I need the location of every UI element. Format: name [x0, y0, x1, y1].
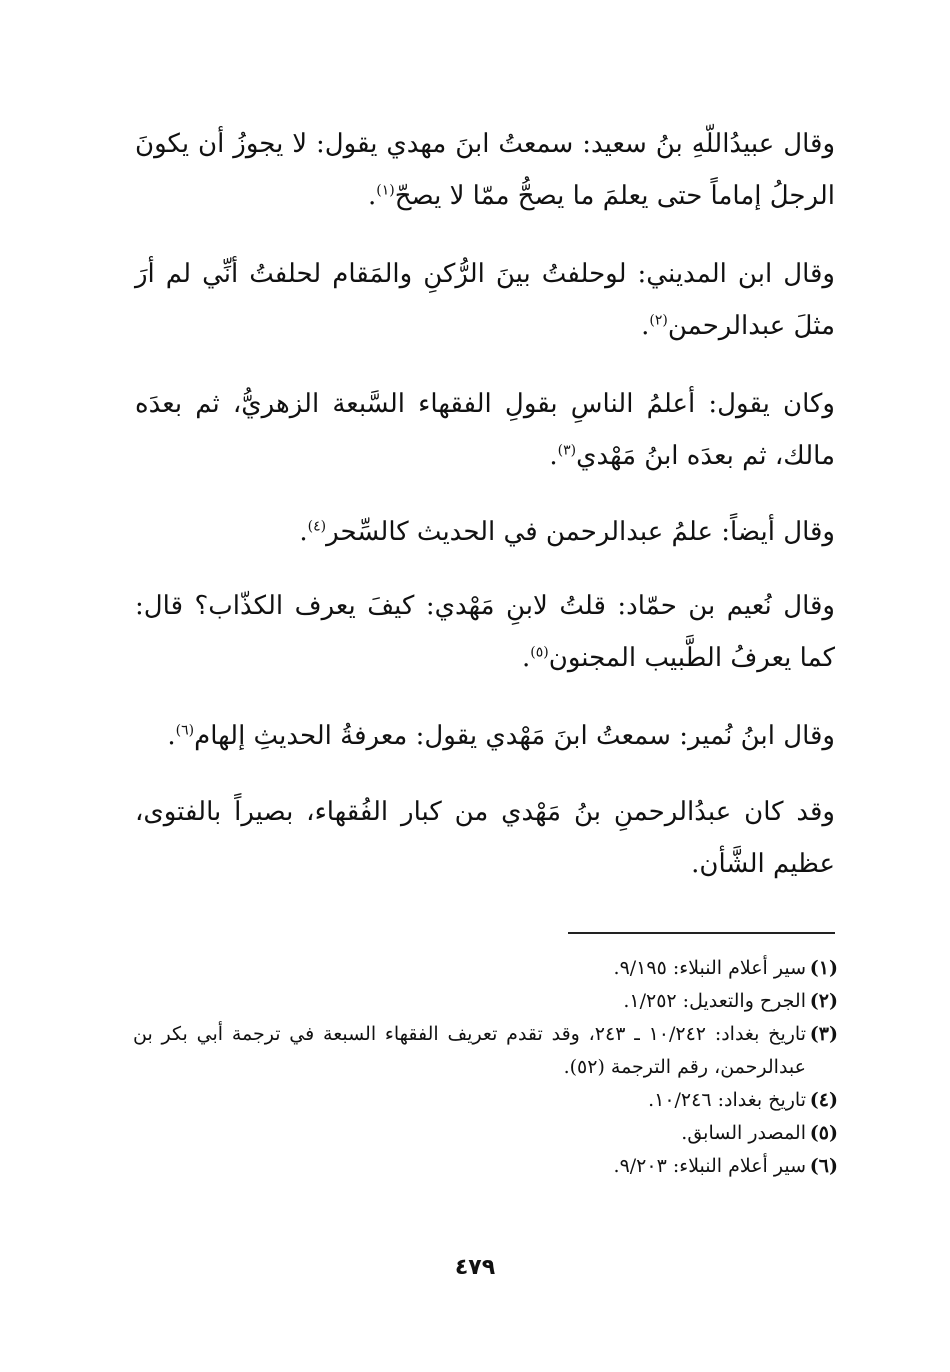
footnote-text: تاريخ بغداد: ١٠/٢٤٦. [648, 1089, 806, 1111]
paragraph-4: وقال أيضاً: علمُ عبدالرحمن في الحديث كالسِّحر$^{(٤)}$. [299, 517, 835, 547]
paragraph-4-text: وقال أيضاً: علمُ عبدالرحمن في الحديث كالسِّحر [326, 517, 835, 547]
footnote-5 [133, 1117, 838, 1150]
footnote-text: سير أعلام النبلاء: ٩/٢٠٣. [613, 1155, 806, 1177]
footnote-text: المصدر السابق. [681, 1122, 806, 1144]
footnote-separator [568, 932, 835, 934]
paragraph-1-text: وقال عبيدُاللّهِ بنُ سعيد: سمعتُ ابنَ مهدي يقول: لا يجوزُ أن يكونَ الرجلُ إماماً حتى يعلمَ ما يصحُّ ممّا لا يصحّ [135, 129, 835, 211]
footnote-ref-1: (١) [376, 182, 395, 199]
paragraph-6-text: وقال ابنُ نُمير: سمعتُ ابنَ مَهْدي يقول: معرفةُ الحديثِ إلهام [194, 721, 835, 751]
footnote-number: (٦) [809, 1155, 838, 1177]
footnote-4 [133, 1084, 838, 1117]
paragraph-7 [135, 786, 835, 890]
paragraph-6: وقال ابنُ نُمير: سمعتُ ابنَ مَهْدي يقول: معرفةُ الحديثِ إلهام$^{(٦)}$. [167, 721, 835, 751]
footnote-text: الجرح والتعديل: ١/٢٥٢. [623, 990, 806, 1012]
footnote-6 [133, 1150, 838, 1183]
paragraph-3-text: وكان يقول: أعلمُ الناسِ بقولِ الفقهاء السَّبعة الزهريُّ، ثم بعدَه مالك، ثم بعدَه ابنُ مَهْدي [135, 389, 835, 471]
footnotes [133, 952, 838, 1183]
footnote-number: (٥) [809, 1122, 838, 1144]
footnote-3 [133, 1018, 838, 1084]
page-number: ٤٧٩ [454, 1255, 496, 1280]
paragraph-5: وقال نُعيم بن حمّاد: قلتُ لابنِ مَهْدي: كيفَ يعرف الكذّاب؟ قال: كما يعرفُ الطَّبيب المجنون$^{(٥)}$. [135, 591, 835, 673]
paragraph-2: وقال ابن المديني: لوحلفتُ بينَ الرُّكنِ والمَقام لحلفتُ أنِّي لم أرَ مثلَ عبدالرحمن$^{(٢)}$. [135, 259, 835, 341]
footnote-number: (٣) [809, 1023, 838, 1045]
footnote-ref-2: (٢) [649, 312, 668, 329]
footnote-number: (٤) [809, 1089, 838, 1111]
footnote-2 [133, 985, 838, 1018]
footnote-text: سير أعلام النبلاء: ٩/١٩٥. [613, 957, 806, 979]
paragraph-3: وكان يقول: أعلمُ الناسِ بقولِ الفقهاء السَّبعة الزهريُّ، ثم بعدَه مالك، ثم بعدَه ابنُ مَهْدي$^{(٣)}$. [135, 389, 835, 471]
footnote-ref-3: (٣) [557, 442, 577, 459]
paragraph-1: وقال عبيدُاللّهِ بنُ سعيد: سمعتُ ابنَ مهدي يقول: لا يجوزُ أن يكونَ الرجلُ إماماً حتى يعلمَ ما يصحُّ ممّا لا يصحّ$^{(١)}$. [135, 129, 835, 211]
footnote-ref-6: (٦) [175, 722, 195, 739]
footnote-text: تاريخ بغداد: ١٠/٢٤٢ ـ ٢٤٣، وقد تقدم تعريف الفقهاء السبعة في ترجمة أبي بكر بن عبدالرحمن، رقم الترجمة (٥٢). [133, 1023, 806, 1078]
footnote-ref-4: (٤) [307, 518, 327, 535]
paragraph-2-text: وقال ابن المديني: لوحلفتُ بينَ الرُّكنِ والمَقام لحلفتُ أنِّي لم أرَ مثلَ عبدالرحمن [135, 259, 835, 341]
paragraph-5-text: وقال نُعيم بن حمّاد: قلتُ لابنِ مَهْدي: كيفَ يعرف الكذّاب؟ قال: كما يعرفُ الطَّبيب المجنون [135, 591, 835, 673]
footnote-number: (١) [809, 957, 838, 979]
paragraph-7-text: وقد كان عبدُالرحمنِ بنُ مَهْدي من كبار الفُقهاء، بصيراً بالفتوى، عظيم الشَّأن. [135, 797, 835, 879]
footnote-number: (٢) [809, 990, 838, 1012]
footnote-ref-5: (٥) [530, 644, 549, 661]
footnote-1 [133, 952, 838, 985]
